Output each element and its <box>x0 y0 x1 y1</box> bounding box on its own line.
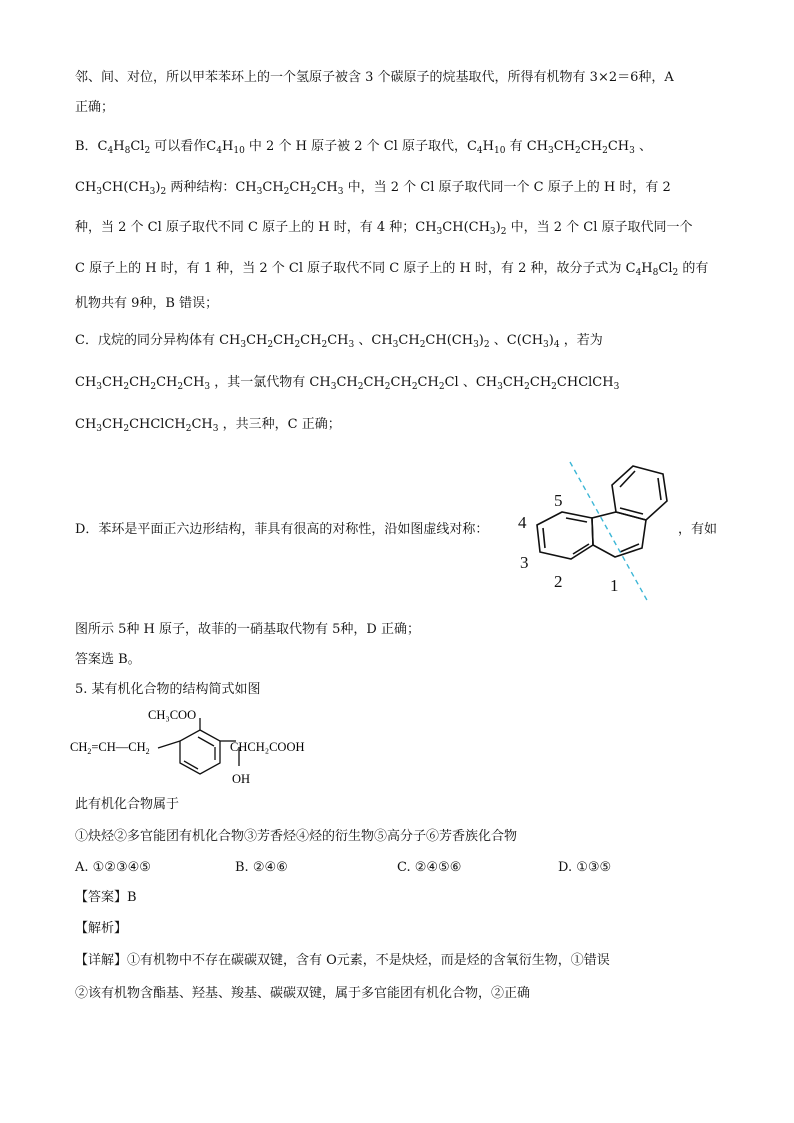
acetoxy-group: CH₃COO <box>148 708 197 722</box>
allyl-group: $CH_2=CH—CH_2$ <box>70 740 150 756</box>
text-line: 答案选 B。 <box>75 652 141 667</box>
molecule-structure <box>70 704 350 790</box>
position-label-2: 2 <box>554 572 563 591</box>
text-line: D．苯环是平面正六边形结构，菲具有很高的对称性，沿如图虚线对称： <box>75 522 489 537</box>
text-line: $CH_3CH_2CH_2CH_2CH_3$ ，其一氯代物有 $CH_3CH_2CH_2CH_2CH_2Cl$ 、$CH_3CH_2CH_2CHClCH_3$ <box>75 375 620 392</box>
text-line: 机物共有 9种，B 错误； <box>75 296 219 311</box>
detail-line: ②该有机物含酯基、羟基、羧基、碳碳双键，属于多官能团有机化合物，②正确 <box>75 986 531 1001</box>
text-line: C．戊烷的同分异构体有 $CH_3CH_2CH_2CH_2CH_3$ 、$CH_3CH_2CH(CH_3)_2$ 、$C(CH_3)_4$ ，若为 <box>75 333 603 350</box>
text-line: C 原子上的 H 时，有 1 种，当 2 个 Cl 原子取代不同 C 原子上的 H 时，有 2 种，故分子式为 $C_4H_8Cl_2$ 的有 <box>75 261 709 278</box>
text-line: 正确； <box>75 100 115 115</box>
option-c: C. ②④⑤⑥ <box>397 860 462 875</box>
position-label-1: 1 <box>610 576 619 595</box>
position-label-3: 3 <box>520 553 529 572</box>
position-label-5: 5 <box>554 491 563 510</box>
question-items: ①炔烃②多官能团有机化合物③芳香烃④烃的衍生物⑤高分子⑥芳香族化合物 <box>75 829 518 844</box>
text-line: $CH_3CH(CH_3)_2$ 两种结构：$CH_3CH_2CH_2CH_3$ 中，当 2 个 Cl 原子取代同一个 C 原子上的 H 时，有 2 <box>75 180 671 197</box>
text-line: $CH_3CH_2CHClCH_2CH_3$ ，共三种，C 正确； <box>75 417 341 434</box>
hydroxyl-group: OH <box>232 772 251 786</box>
text-line: 种，当 2 个 Cl 原子取代不同 C 原子上的 H 时，有 4 种；$CH_3CH(CH_3)_2$ 中，当 2 个 Cl 原子取代同一个 <box>75 220 693 237</box>
text-line: ，有如 <box>678 522 718 537</box>
option-b: B. ②④⑥ <box>235 860 288 875</box>
option-a: A. ①②③④⑤ <box>75 860 151 875</box>
phenanthrene-structure <box>510 456 680 606</box>
answer-label: 【答案】B <box>75 890 137 905</box>
question-stem: 此有机化合物属于 <box>75 797 180 812</box>
side-chain: CHCH₂COOH <box>230 740 305 754</box>
option-d: D. ①③⑤ <box>558 860 612 875</box>
detail-line: 【详解】①有机物中不存在碳碳双键，含有 O元素，不是炔烃，而是烃的含氧衍生物，①错误 <box>75 953 610 968</box>
question-5: 5. 某有机化合物的结构简式如图 <box>75 682 261 697</box>
text-line: B．$C_4H_8Cl_2$ 可以看作$C_4H_{10}$ 中 2 个 H 原子被 2 个 Cl 原子取代，$C_4H_{10}$ 有 $CH_3CH_2CH_2CH_3$ 、 <box>75 139 652 156</box>
analysis-label: 【解析】 <box>75 921 128 936</box>
text-line: 邻、间、对位，所以甲苯苯环上的一个氢原子被含 3 个碳原子的烷基取代，所得有机物有 3×2＝6种，A <box>75 70 674 85</box>
position-label-4: 4 <box>518 513 527 532</box>
text-line: 图所示 5种 H 原子，故菲的一硝基取代物有 5种，D 正确； <box>75 622 420 637</box>
